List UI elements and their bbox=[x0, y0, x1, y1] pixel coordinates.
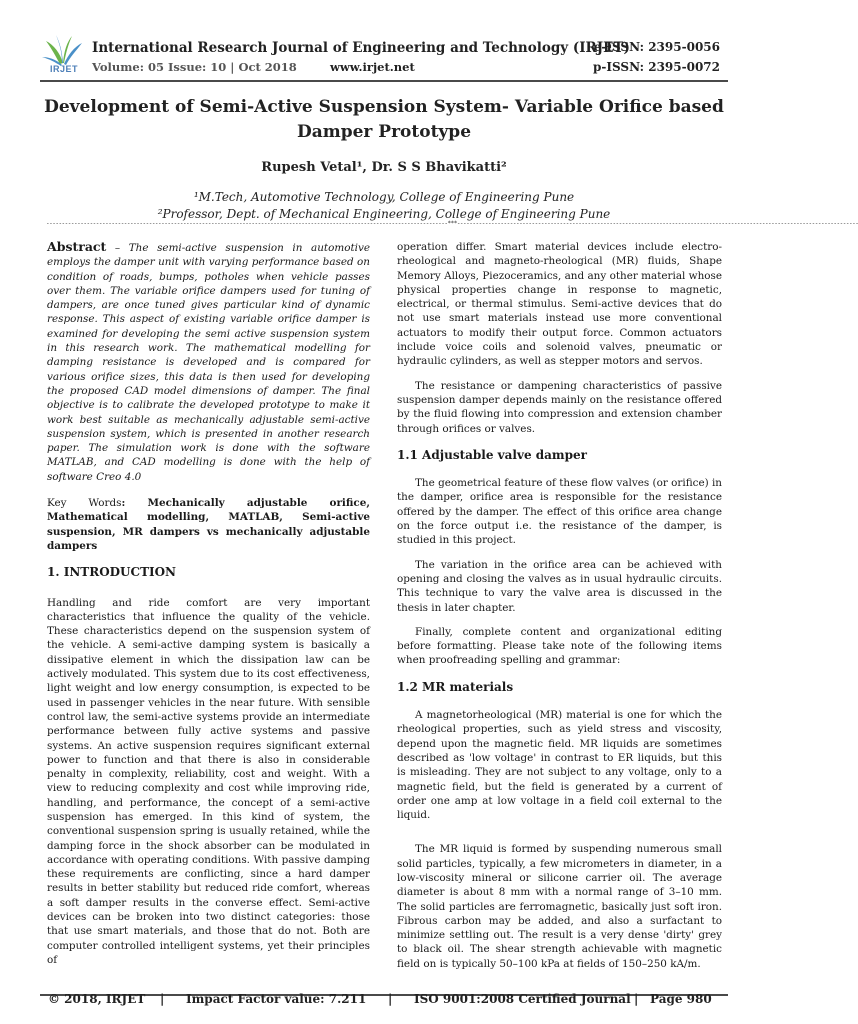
journal-name: International Research Journal of Engineering and Technology (IRJET) bbox=[92, 40, 630, 56]
paragraph: A magnetorheological (MR) material is one for which the rheological properties, such as yield stress and viscosity, depend upon the magnetic field. MR liquids are sometimes described as 'low voltage' in contrast to ER liquids, but this is misleading. They are not subject to any voltage, only to a magnetic field, but the field is generated by a current of order one amp at low voltage in a field coil external to the liquid. bbox=[397, 709, 722, 822]
paper-title: Development of Semi-Active Suspension System- Variable Orifice based Damper Prototype bbox=[44, 97, 724, 142]
right-column bbox=[397, 240, 722, 971]
section-separator: ---------------------------------------------------------------------------------------------------------------------------------***--------------------------------------------------------------------------------------------------------------------------------- bbox=[46, 220, 858, 227]
left-column bbox=[47, 240, 370, 967]
footer-copyright: © 2018, IRJET bbox=[48, 992, 146, 1006]
paper-authors: Rupesh Vetal¹, Dr. S S Bhavikatti² bbox=[261, 160, 507, 175]
section-heading-1-2: 1.2 MR materials bbox=[397, 679, 514, 694]
paragraph: The geometrical feature of these flow valves (or orifice) in the damper, orifice area is responsible for the resistance offered by the damper. The effect of this orifice area change on the force output i.e. the resistance of the damper, is studied in this project. bbox=[397, 477, 722, 547]
paragraph: Finally, complete content and organizational editing before formatting. Please take note of the following items when proofreading spelling and grammar: bbox=[397, 625, 722, 667]
footer-impact-factor: Impact Factor value: 7.211 bbox=[186, 992, 367, 1006]
footer-separator: | bbox=[388, 992, 393, 1006]
header-divider bbox=[40, 80, 728, 82]
journal-header bbox=[0, 0, 768, 84]
keywords-text: : Mechanically adjustable orifice, Mathematical modelling, MATLAB, Semi-active suspension, MR dampers vs mechanically adjustable dampers bbox=[47, 497, 370, 552]
abstract-label: Abstract bbox=[47, 239, 107, 254]
introduction-heading: 1. INTRODUCTION bbox=[47, 565, 177, 580]
paragraph: The MR liquid is formed by suspending numerous small solid particles, typically, a few micrometers in diameter, in a low-viscosity mineral or silicone carrier oil. The average diameter is about 8 mm with a normal range of 3–10 mm. The solid particles are ferromagnetic, basically just soft iron. Fibrous carbon may be added, and also a surfactant to minimize settling out. The result is a very dense 'dirty' grey to black oil. The shear strength achievable with magnetic field on is typically 50–100 kPa at fields of 150–250 kA/m. bbox=[397, 843, 722, 970]
keywords-label: Key Words bbox=[47, 497, 122, 510]
footer-separator: | bbox=[634, 992, 639, 1006]
footer-separator: | bbox=[160, 992, 165, 1006]
affiliation-2: ²Professor, Dept. of Mechanical Engineering, College of Engineering Pune bbox=[157, 207, 611, 221]
affiliation-1: ¹M.Tech, Automotive Technology, College of Engineering Pune bbox=[193, 190, 575, 204]
keywords bbox=[47, 496, 370, 553]
footer-iso: ISO 9001:2008 Certified Journal bbox=[414, 992, 631, 1006]
p-issn: p-ISSN: 2395-0072 bbox=[593, 60, 720, 74]
logo-text: IRJET bbox=[50, 64, 79, 74]
paragraph: The resistance or dampening characteristics of passive suspension damper depends mainly on the resistance offered by the fluid flowing into compression and extension chamber through orifices or valves. bbox=[397, 379, 722, 435]
footer-page-number: Page 980 bbox=[650, 992, 712, 1006]
section-heading-1-1: 1.1 Adjustable valve damper bbox=[397, 447, 587, 462]
abstract bbox=[47, 240, 370, 484]
paragraph: The variation in the orifice area can be achieved with opening and closing the valves as in usual hydraulic circuits. This technique to vary the valve area is discussed in the thesis in later chapter. bbox=[397, 558, 722, 614]
volume-issue: Volume: 05 Issue: 10 | Oct 2018 bbox=[92, 60, 297, 74]
e-issn: e-ISSN: 2395-0056 bbox=[593, 40, 720, 54]
abstract-text: – The semi-active suspension in automotive employs the damper unit with varying performance based on condition of roads, bumps, potholes when vehicle passes over them. The variable orifice dampers used for tuning of dampers, are once tuned gives particular kind of dynamic response. This aspect of existing variable orifice damper is examined for developing the semi active suspension system in this research work. The mathematical modelling for damping resistance is developed and is compared for various orifice sizes, this data is then used for developing the proposed CAD model dimensions of damper. The final objective is to calibrate the developed prototype to make it work best suitable as mechanically adjustable semi-active suspension system, which is presented in another research paper. The simulation work is done with the software MATLAB, and CAD modelling is done with the help of software Creo 4.0 bbox=[47, 242, 370, 483]
journal-website[interactable]: www.irjet.net bbox=[330, 60, 415, 74]
introduction-paragraph: Handling and ride comfort are very important characteristics that influence the quality of the vehicle. These characteristics depend on the suspension system of the vehicle. A semi-active damping system is basically a dissipative element in which the dissipation law can be actively modulated. This system due to its cost effectiveness, light weight and low energy consumption, is expected to be used in passenger vehicles in the near future. With sensible control law, the semi-active systems provide an intermediate performance between fully active systems and passive systems. An active suspension requires significant external power to function and that there is also in considerable penalty in complexity, reliability, cost and weight. With a view to reducing complexity and cost while improving ride, handling, and performance, the concept of a semi-active suspension has emerged. In this kind of system, the conventional suspension spring is usually retained, while the damping force in the shock absorber can be modulated in accordance with operating conditions. With passive damping these requirements are conflicting, since a hard damper results in better stability but reduced ride comfort, whereas a soft damper results in the converse effect. Semi-active devices can be broken into two distinct categories: those that use smart materials, and those that do not. Both are computer controlled intelligent systems, yet their principles of bbox=[47, 596, 370, 966]
paragraph: operation differ. Smart material devices include electro-rheological and magneto-rheological (MR) fluids, Shape Memory Alloys, Piezoceramics, and any other material whose physical properties change in response to magnetic, electrical, or thermal stimulus. Semi-active devices that do not use smart materials instead use more conventional actuators to modify their output force. Common actuators include voice coils and solenoid valves, pneumatic or hydraulic cylinders, as well as stepper motors and servos. bbox=[397, 241, 722, 368]
